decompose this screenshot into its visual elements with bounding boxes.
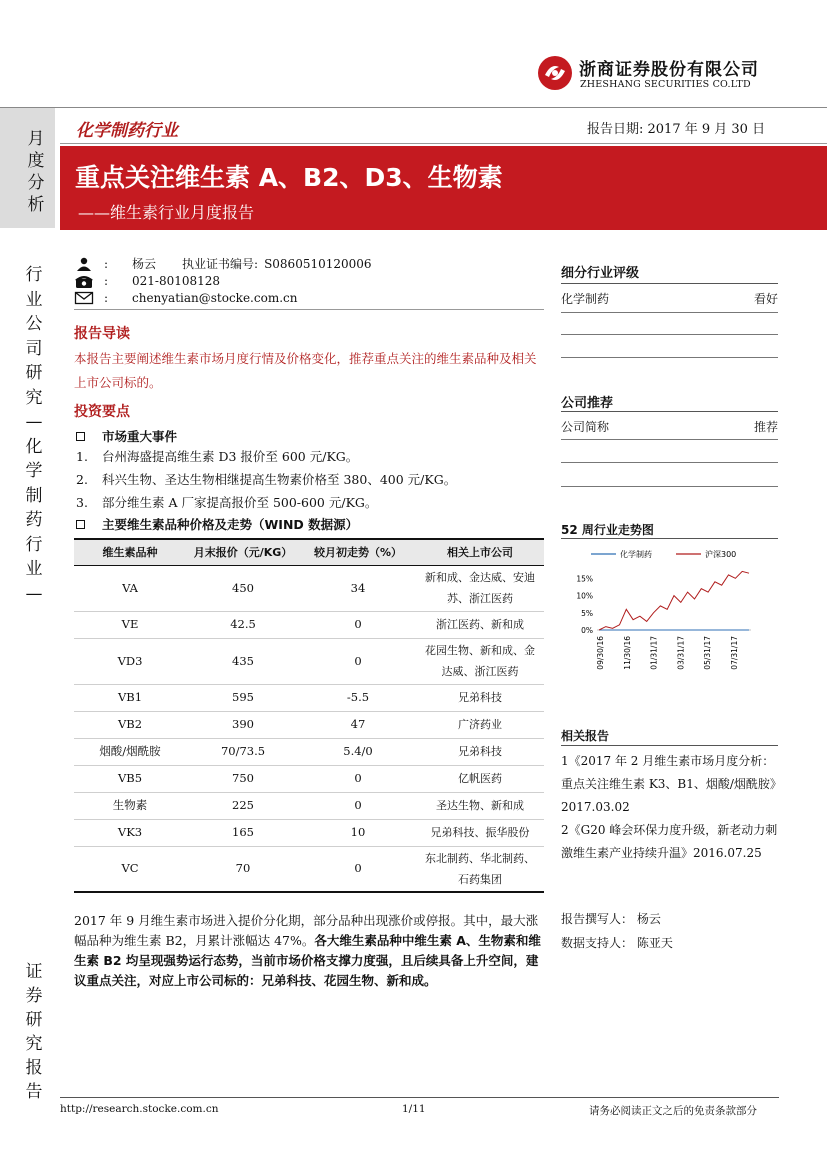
chart-divider: [561, 538, 778, 539]
table-row: 生物素 225 0 圣达生物、新和成: [74, 792, 544, 819]
recommend-line: [561, 439, 778, 440]
x-tick-label: 05/31/17: [703, 636, 713, 670]
header-divider: [0, 107, 827, 108]
x-tick-label: 01/31/17: [649, 636, 659, 670]
phone-row: : 021-80108128: [74, 272, 220, 289]
company-name-cn: 浙商证券股份有限公司: [579, 60, 759, 80]
events-heading: [76, 427, 177, 445]
y-tick-label: 15%: [576, 574, 593, 584]
table-row: VE 42.5 0 浙江医药、新和成: [74, 611, 544, 638]
event-item: 1. 台州海盛提高维生素 D3 报价至 600 元/KG。: [76, 449, 359, 464]
rating-title: 细分行业评级: [561, 266, 640, 281]
summary-paragraph: [74, 911, 544, 991]
footer-disclaimer: 请务必阅读正文之后的免责条款部分: [589, 1105, 757, 1117]
report-date: 报告日期: 2017 年 9 月 30 日: [587, 122, 766, 137]
event-item: 3. 部分维生素 A 厂家提高报价至 500-600 元/KG。: [76, 495, 378, 510]
footer-divider: [60, 1097, 779, 1098]
chart-plot-area: [576, 571, 751, 669]
recommend-line: [561, 486, 778, 487]
y-tick-label: 0%: [581, 626, 593, 635]
x-tick-label: 07/31/17: [730, 636, 739, 670]
footer-url[interactable]: http://research.stocke.com.cn: [60, 1103, 219, 1115]
col-header: 月末报价（元/KG）: [186, 539, 300, 565]
rating-line: [561, 357, 778, 358]
phone-number: 021-80108128: [132, 273, 221, 288]
summary-plain: 2017 年 9 月维生素市场进入提价分化期，部分品种出现涨价或停报。其中，最大涨幅品种为维生素 B2，月累计涨幅达 47%。: [74, 913, 539, 948]
analyst-row: : 杨云 执业证书编号: S0860510120006: [74, 255, 372, 272]
table-row: VC 70 0 东北制药、华北制药、石药集团: [74, 846, 544, 892]
header-sub-divider: [60, 143, 827, 144]
related-report-item[interactable]: 2《G20 峰会环保力度升级，新老动力刺激维生素产业持续升温》2016.07.25: [561, 823, 778, 860]
company-name-en: ZHESHANG SECURITIES CO.LTD: [580, 79, 751, 90]
table-row: VA 450 34 新和成、金达威、安迪苏、浙江医药: [74, 565, 544, 611]
series-line-1: [599, 571, 749, 630]
recommend-line: [561, 462, 778, 463]
writer-line: 报告撰写人： 杨云: [561, 912, 661, 926]
x-tick-label: 11/30/16: [622, 636, 632, 670]
side-label-report-type: 证券研究报告: [25, 962, 43, 1102]
rating-line: [561, 312, 778, 313]
rating-value: 看好: [753, 292, 778, 306]
recommend-row: [561, 418, 778, 435]
table-row: 烟酸/烟酰胺 70/73.5 5.4/0 兄弟科技: [74, 738, 544, 765]
table-row: VB2 390 47 广济药业: [74, 711, 544, 738]
side-label-category: 行业公司研究—化学制药行业—: [25, 265, 43, 604]
license-label: 执业证书编号:: [182, 257, 259, 271]
related-divider: [561, 745, 778, 746]
related-reports-list: [561, 750, 781, 865]
table-row: VD3 435 0 花园生物、新和成、金达威、浙江医药: [74, 638, 544, 684]
person-icon: [74, 257, 94, 271]
investment-title: 投资要点: [74, 404, 130, 420]
email-address[interactable]: chenyatian@stocke.com.cn: [132, 290, 298, 305]
y-tick-label: 10%: [576, 591, 593, 601]
legend-label-series-0: 化学制药: [620, 550, 652, 559]
company-logo: [537, 53, 769, 97]
events-heading-text: 市场重大事件: [102, 429, 178, 444]
intro-text: 本报告主要阐述维生素市场月度行情及价格变化，推荐重点关注的维生素品种及相关上市公司标的。: [74, 351, 537, 390]
recommend-divider: [561, 411, 778, 412]
col-header: 较月初走势（%）: [300, 539, 416, 565]
x-tick-label: 09/30/16: [596, 636, 605, 670]
industry-trend-chart: [561, 540, 778, 710]
rating-row: [561, 290, 778, 307]
checkbox-bullet-icon: [76, 432, 85, 441]
chart-title: 52 周行业走势图: [561, 523, 654, 537]
recommend-title: 公司推荐: [561, 396, 614, 411]
summary-bold: 各大维生素品种中维生素 A、生物素和维生素 B2 均呈现强势运行态势，当前市场价格支撑力度强，且后续具备上升空间，建议重点关注，对应上市公司标的：兄弟科技、花园生物、新和成。: [74, 933, 541, 988]
y-tick-label: 5%: [581, 608, 593, 618]
report-credits: [561, 907, 673, 955]
contact-divider: [74, 309, 544, 310]
industry-title: 化学制药行业: [76, 121, 178, 141]
checkbox-bullet-icon: [76, 520, 85, 529]
side-label-monthly: 月度分析: [27, 129, 45, 215]
data-support-line: 数据支持人： 陈亚天: [561, 936, 673, 950]
phone-icon: [74, 274, 94, 288]
legend-label-series-1: 沪深300: [705, 550, 737, 559]
recommend-label: 公司简称: [561, 420, 610, 434]
intro-title: 报告导读: [74, 326, 130, 342]
zheshang-logo-icon: [537, 55, 573, 91]
chart-legend: [591, 549, 736, 559]
vitamin-price-table: [74, 538, 544, 893]
table-row: VB1 595 -5.5 兄弟科技: [74, 684, 544, 711]
col-header: 相关上市公司: [416, 539, 544, 565]
col-header: 维生素品种: [74, 539, 186, 565]
table-row: VB5 750 0 亿帆医药: [74, 765, 544, 792]
table-header-row: [74, 539, 544, 565]
table-heading: [76, 515, 358, 533]
x-tick-label: 03/31/17: [676, 636, 686, 670]
related-title: 相关报告: [561, 729, 610, 743]
recommend-value: 推荐: [753, 420, 778, 434]
report-subheadline: ——维生素行业月度报告: [78, 203, 255, 222]
rating-label: 化学制药: [561, 292, 610, 306]
rating-line: [561, 334, 778, 335]
email-row: : chenyatian@stocke.com.cn: [74, 289, 297, 306]
report-headline: 重点关注维生素 A、B2、D3、生物素: [75, 163, 503, 192]
analyst-name: 杨云: [132, 257, 157, 271]
table-row: VK3 165 10 兄弟科技、振华股份: [74, 819, 544, 846]
license-number: S0860510120006: [264, 256, 372, 271]
event-item: 2. 科兴生物、圣达生物相继提高生物素价格至 380、400 元/KG。: [76, 472, 457, 487]
mail-icon: [74, 291, 94, 305]
page-number: 1/11: [402, 1103, 426, 1115]
related-report-item[interactable]: 1《2017 年 2 月维生素市场月度分析：重点关注维生素 K3、B1、烟酸/烟酰胺》2017.03.02: [561, 754, 776, 814]
rating-divider: [561, 283, 778, 284]
table-heading-text: 主要维生素品种价格及走势（WIND 数据源）: [102, 517, 359, 532]
